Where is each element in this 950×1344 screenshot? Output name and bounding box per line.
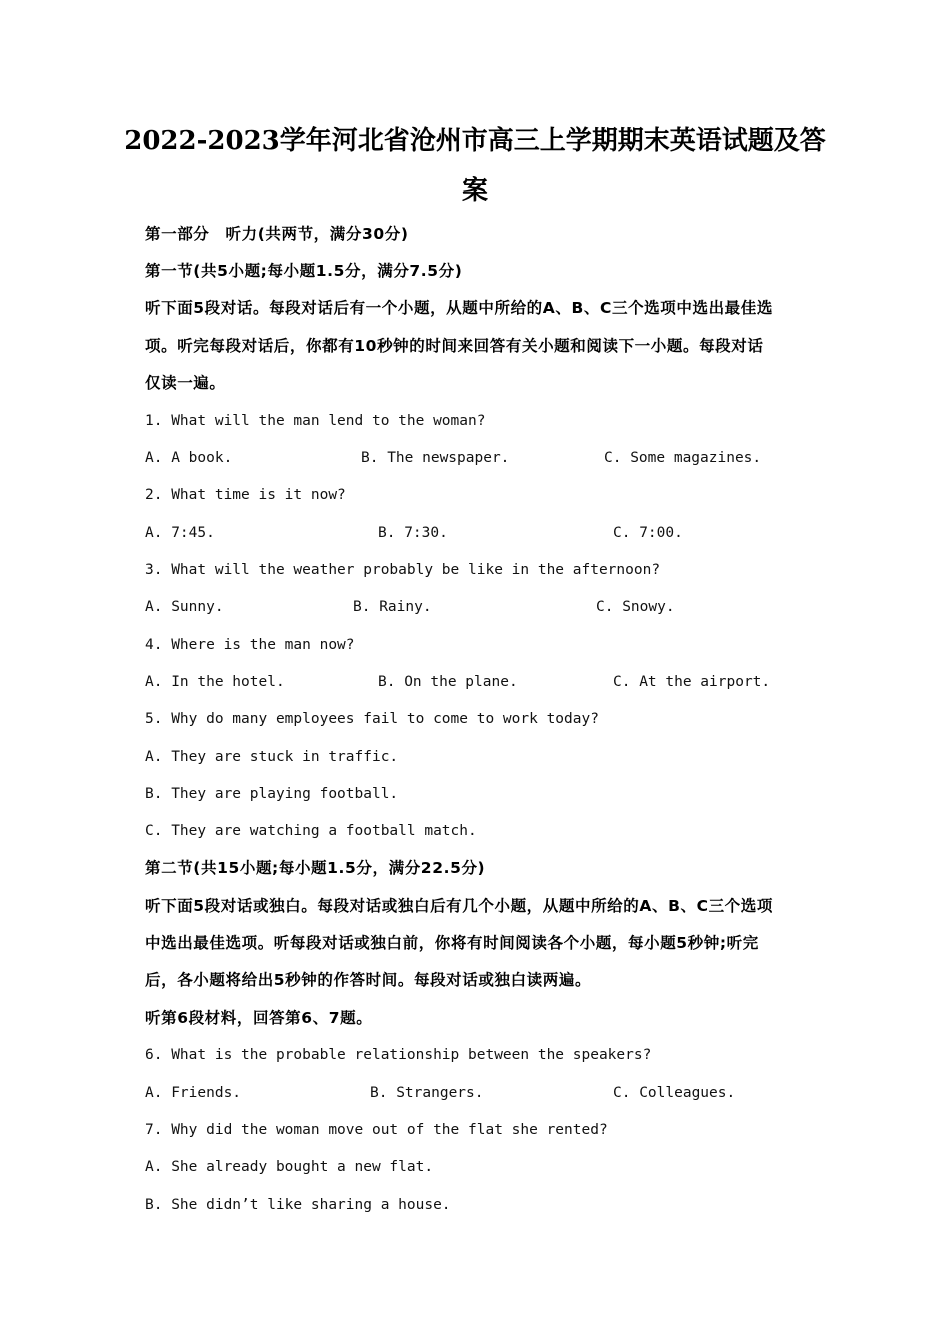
document-title-line-2: 案 bbox=[461, 176, 488, 206]
question-6: 6. What is the probable relationship between the speakers? bbox=[145, 1047, 652, 1063]
question-2-option-a: A. 7:45. bbox=[145, 525, 215, 541]
question-3: 3. What will the weather probably be like in the afternoon? bbox=[145, 562, 661, 578]
question-6-option-a: A. Friends. bbox=[145, 1085, 242, 1101]
question-3-option-a: A. Sunny. bbox=[145, 599, 224, 615]
section-1-instruction-line: 听下面5段对话。每段对话后有一个小题，从题中所给的A、B、C三个选项中选出最佳选 bbox=[145, 299, 773, 317]
question-1-option-b: B. The newspaper. bbox=[361, 450, 510, 466]
question-1: 1. What will the man lend to the woman? bbox=[145, 413, 486, 429]
material-6-heading: 听第6段材料，回答第6、7题。 bbox=[145, 1009, 373, 1027]
question-3-option-c: C. Snowy. bbox=[596, 599, 675, 615]
question-4-option-b: B. On the plane. bbox=[378, 674, 518, 690]
question-5-option-c: C. They are watching a football match. bbox=[145, 823, 477, 839]
question-5-option-b: B. They are playing football. bbox=[145, 786, 399, 802]
question-1-option-a: A. A book. bbox=[145, 450, 233, 466]
question-5: 5. Why do many employees fail to come to work today? bbox=[145, 711, 599, 727]
question-7-option-a: A. She already bought a new flat. bbox=[145, 1159, 434, 1175]
question-6-option-c: C. Colleagues. bbox=[613, 1085, 736, 1101]
question-2-option-b: B. 7:30. bbox=[378, 525, 448, 541]
section-2-instruction-line: 中选出最佳选项。听每段对话或独白前，你将有时间阅读各个小题，每小题5秒钟;听完 bbox=[145, 934, 759, 952]
section-2-instruction-line: 后，各小题将给出5秒钟的作答时间。每段对话或独白读两遍。 bbox=[145, 971, 592, 989]
question-2-option-c: C. 7:00. bbox=[613, 525, 683, 541]
question-3-option-b: B. Rainy. bbox=[353, 599, 432, 615]
section-2-instruction-line: 听下面5段对话或独白。每段对话或独白后有几个小题，从题中所给的A、B、C三个选项 bbox=[145, 897, 773, 915]
question-4-option-a: A. In the hotel. bbox=[145, 674, 285, 690]
question-4: 4. Where is the man now? bbox=[145, 637, 355, 653]
question-7-option-b: B. She didn’t like sharing a house. bbox=[145, 1197, 451, 1213]
question-4-option-c: C. At the airport. bbox=[613, 674, 771, 690]
section-2-heading: 第二节(共15小题;每小题1.5分，满分22.5分) bbox=[145, 859, 486, 877]
question-7: 7. Why did the woman move out of the flat she rented? bbox=[145, 1122, 608, 1138]
document-title-line-1: 2022-2023学年河北省沧州市高三上学期期末英语试题及答 bbox=[124, 126, 826, 156]
question-5-option-a: A. They are stuck in traffic. bbox=[145, 749, 399, 765]
section-1-instruction-line: 项。听完每段对话后，你都有10秒钟的时间来回答有关小题和阅读下一小题。每段对话 bbox=[145, 337, 764, 355]
section-1-instruction-line: 仅读一遍。 bbox=[145, 374, 226, 392]
part-heading: 第一部分 听力(共两节，满分30分) bbox=[145, 225, 409, 243]
section-1-heading: 第一节(共5小题;每小题1.5分，满分7.5分) bbox=[145, 262, 463, 280]
question-2: 2. What time is it now? bbox=[145, 487, 346, 503]
question-1-option-c: C. Some magazines. bbox=[604, 450, 762, 466]
question-6-option-b: B. Strangers. bbox=[370, 1085, 484, 1101]
